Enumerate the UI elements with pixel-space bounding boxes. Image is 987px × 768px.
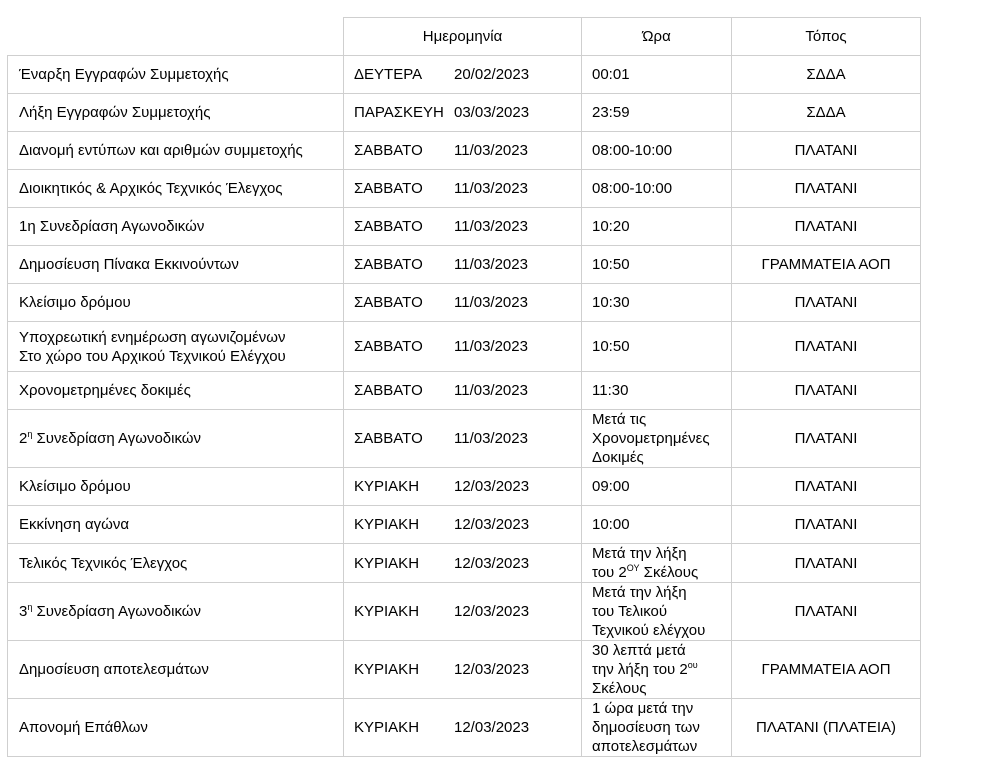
- date-value: 03/03/2023: [454, 104, 530, 121]
- event-text: Συνεδρίαση Αγωνοδικών: [32, 430, 202, 447]
- event-cell: Λήξη Εγγραφών Συμμετοχής: [8, 94, 344, 132]
- table-row: [8, 699, 921, 757]
- day-name: ΚΥΡΙΑΚΗ: [354, 478, 420, 495]
- table-row: [8, 641, 921, 699]
- event-line: Στο χώρο του Αρχικού Τεχνικού Ελέγχου: [19, 347, 286, 365]
- schedule-table: [7, 17, 921, 757]
- place-cell: ΠΛΑΤΑΝΙ: [732, 583, 921, 641]
- table-row: [8, 56, 921, 94]
- place-cell: ΣΔΔΑ: [732, 94, 921, 132]
- header-time: Ώρα: [582, 18, 732, 56]
- date-value: 11/03/2023: [454, 338, 528, 355]
- date-value: 11/03/2023: [454, 142, 528, 159]
- table-row: [8, 583, 921, 641]
- date-value: 12/03/2023: [454, 661, 530, 678]
- time-line: δημοσίευση των: [592, 719, 700, 736]
- place-cell: ΠΛΑΤΑΝΙ: [732, 544, 921, 583]
- time-cell: 23:59: [582, 94, 732, 132]
- event-cell: Δημοσίευση Πίνακα Εκκινούντων: [8, 246, 344, 284]
- place-cell: ΠΛΑΤΑΝΙ: [732, 410, 921, 468]
- event-cell: [8, 410, 344, 468]
- date-value: 11/03/2023: [454, 256, 528, 273]
- header-place: Τόπος: [732, 18, 921, 56]
- time-cell: 08:00-10:00: [582, 132, 732, 170]
- event-cell: Έναρξη Εγγραφών Συμμετοχής: [8, 56, 344, 94]
- time-cell: 10:30: [582, 284, 732, 322]
- time-cell: [582, 410, 732, 468]
- header-date: Ημερομηνία: [344, 18, 582, 56]
- time-line-part: Σκέλους: [639, 564, 699, 581]
- ordinal-superscript: η: [27, 602, 33, 612]
- day-name: ΣΑΒΒΑΤΟ: [354, 430, 423, 447]
- time-cell: 11:30: [582, 372, 732, 410]
- table-row: [8, 372, 921, 410]
- day-name: ΚΥΡΙΑΚΗ: [354, 719, 420, 736]
- time-line: Δοκιμές: [592, 449, 644, 466]
- ordinal-superscript: ου: [687, 660, 698, 670]
- event-line: Υποχρεωτική ενημέρωση αγωνιζομένων: [19, 328, 286, 346]
- time-cell: [582, 641, 732, 699]
- table-row: [8, 544, 921, 583]
- day-name: ΣΑΒΒΑΤΟ: [354, 256, 423, 273]
- time-cell: [582, 699, 732, 757]
- event-cell: Κλείσιμο δρόμου: [8, 468, 344, 506]
- table-row: [8, 468, 921, 506]
- day-name: ΣΑΒΒΑΤΟ: [354, 294, 423, 311]
- date-cell: [344, 410, 582, 468]
- time-cell: 10:50: [582, 322, 732, 372]
- date-cell: [344, 322, 582, 372]
- date-value: 12/03/2023: [454, 719, 530, 736]
- event-cell: Δημοσίευση αποτελεσμάτων: [8, 641, 344, 699]
- event-cell: Απονομή Επάθλων: [8, 699, 344, 757]
- date-cell: [344, 284, 582, 322]
- place-cell: ΠΛΑΤΑΝΙ: [732, 284, 921, 322]
- date-cell: [344, 170, 582, 208]
- time-line: του Τελικού: [592, 603, 668, 620]
- date-value: 11/03/2023: [454, 218, 528, 235]
- time-line: αποτελεσμάτων: [592, 738, 698, 755]
- time-cell: 00:01: [582, 56, 732, 94]
- event-text: Συνεδρίαση Αγωνοδικών: [32, 603, 202, 620]
- table-row: [8, 208, 921, 246]
- time-cell: 08:00-10:00: [582, 170, 732, 208]
- event-cell: Εκκίνηση αγώνα: [8, 506, 344, 544]
- time-cell: 10:50: [582, 246, 732, 284]
- event-cell: Κλείσιμο δρόμου: [8, 284, 344, 322]
- date-value: 11/03/2023: [454, 180, 528, 197]
- event-ordinal: 3: [19, 603, 28, 620]
- place-cell: ΓΡΑΜΜΑΤΕΙΑ ΑΟΠ: [732, 246, 921, 284]
- time-line: Σκέλους: [592, 680, 647, 697]
- date-cell: [344, 94, 582, 132]
- time-cell: 09:00: [582, 468, 732, 506]
- event-cell: Διοικητικός & Αρχικός Τεχνικός Έλεγχος: [8, 170, 344, 208]
- time-cell: 10:20: [582, 208, 732, 246]
- place-cell: ΠΛΑΤΑΝΙ: [732, 170, 921, 208]
- place-cell: ΣΔΔΑ: [732, 56, 921, 94]
- place-cell: ΠΛΑΤΑΝΙ (ΠΛΑΤΕΙΑ): [732, 699, 921, 757]
- date-cell: [344, 208, 582, 246]
- table-row: [8, 170, 921, 208]
- day-name: ΣΑΒΒΑΤΟ: [354, 338, 423, 355]
- place-cell: ΠΛΑΤΑΝΙ: [732, 208, 921, 246]
- date-cell: [344, 583, 582, 641]
- time-line-part: την λήξη του 2: [592, 661, 688, 678]
- time-line: Μετά την λήξη: [592, 584, 687, 601]
- day-name: ΚΥΡΙΑΚΗ: [354, 516, 420, 533]
- date-cell: [344, 132, 582, 170]
- day-name: ΣΑΒΒΑΤΟ: [354, 382, 423, 399]
- place-cell: ΓΡΑΜΜΑΤΕΙΑ ΑΟΠ: [732, 641, 921, 699]
- header-event: [8, 18, 344, 56]
- event-ordinal: 2: [19, 430, 28, 447]
- day-name: ΠΑΡΑΣΚΕΥΗ: [354, 104, 444, 121]
- table-row: [8, 284, 921, 322]
- date-value: 12/03/2023: [454, 554, 530, 572]
- date-cell: [344, 56, 582, 94]
- event-cell: [8, 583, 344, 641]
- time-line: 1 ώρα μετά την: [592, 700, 694, 717]
- date-cell: [344, 372, 582, 410]
- time-cell: [582, 583, 732, 641]
- date-value: 11/03/2023: [454, 430, 528, 447]
- time-line-part: του 2: [592, 564, 627, 581]
- event-cell: Χρονομετρημένες δοκιμές: [8, 372, 344, 410]
- date-cell: [344, 544, 582, 583]
- time-cell: [582, 544, 732, 583]
- table-row: [8, 410, 921, 468]
- date-value: 12/03/2023: [454, 478, 530, 495]
- date-value: 12/03/2023: [454, 603, 530, 620]
- time-line: Χρονομετρημένες: [592, 430, 710, 447]
- date-value: 11/03/2023: [454, 294, 528, 311]
- place-cell: ΠΛΑΤΑΝΙ: [732, 372, 921, 410]
- day-name: ΚΥΡΙΑΚΗ: [354, 603, 420, 620]
- day-name: ΚΥΡΙΑΚΗ: [354, 554, 420, 572]
- table-row: [8, 506, 921, 544]
- date-cell: [344, 506, 582, 544]
- place-cell: ΠΛΑΤΑΝΙ: [732, 132, 921, 170]
- place-cell: ΠΛΑΤΑΝΙ: [732, 506, 921, 544]
- date-cell: [344, 468, 582, 506]
- ordinal-superscript: η: [27, 429, 33, 439]
- day-name: ΣΑΒΒΑΤΟ: [354, 180, 423, 197]
- date-value: 20/02/2023: [454, 66, 530, 83]
- table-row: [8, 246, 921, 284]
- table-row: [8, 322, 921, 372]
- time-cell: 10:00: [582, 506, 732, 544]
- date-value: 12/03/2023: [454, 516, 530, 533]
- table-row: [8, 132, 921, 170]
- place-cell: ΠΛΑΤΑΝΙ: [732, 468, 921, 506]
- time-line: Μετά τις: [592, 411, 647, 428]
- header-row: [8, 18, 921, 56]
- place-cell: ΠΛΑΤΑΝΙ: [732, 322, 921, 372]
- date-cell: [344, 246, 582, 284]
- date-value: 11/03/2023: [454, 382, 528, 399]
- day-name: ΔΕΥΤΕΡΑ: [354, 66, 423, 83]
- ordinal-superscript: ΟΥ: [626, 563, 640, 573]
- day-name: ΣΑΒΒΑΤΟ: [354, 142, 423, 159]
- date-cell: [344, 699, 582, 757]
- event-cell: Διανομή εντύπων και αριθμών συμμετοχής: [8, 132, 344, 170]
- event-cell: 1η Συνεδρίαση Αγωνοδικών: [8, 208, 344, 246]
- date-cell: [344, 641, 582, 699]
- event-cell: [8, 322, 344, 372]
- time-line: Τεχνικού ελέγχου: [592, 622, 706, 639]
- time-line: Μετά την λήξη: [592, 545, 687, 562]
- day-name: ΚΥΡΙΑΚΗ: [354, 661, 420, 678]
- time-line: 30 λεπτά μετά: [592, 642, 686, 659]
- table-row: [8, 94, 921, 132]
- day-name: ΣΑΒΒΑΤΟ: [354, 218, 423, 235]
- event-cell: Τελικός Τεχνικός Έλεγχος: [8, 544, 344, 583]
